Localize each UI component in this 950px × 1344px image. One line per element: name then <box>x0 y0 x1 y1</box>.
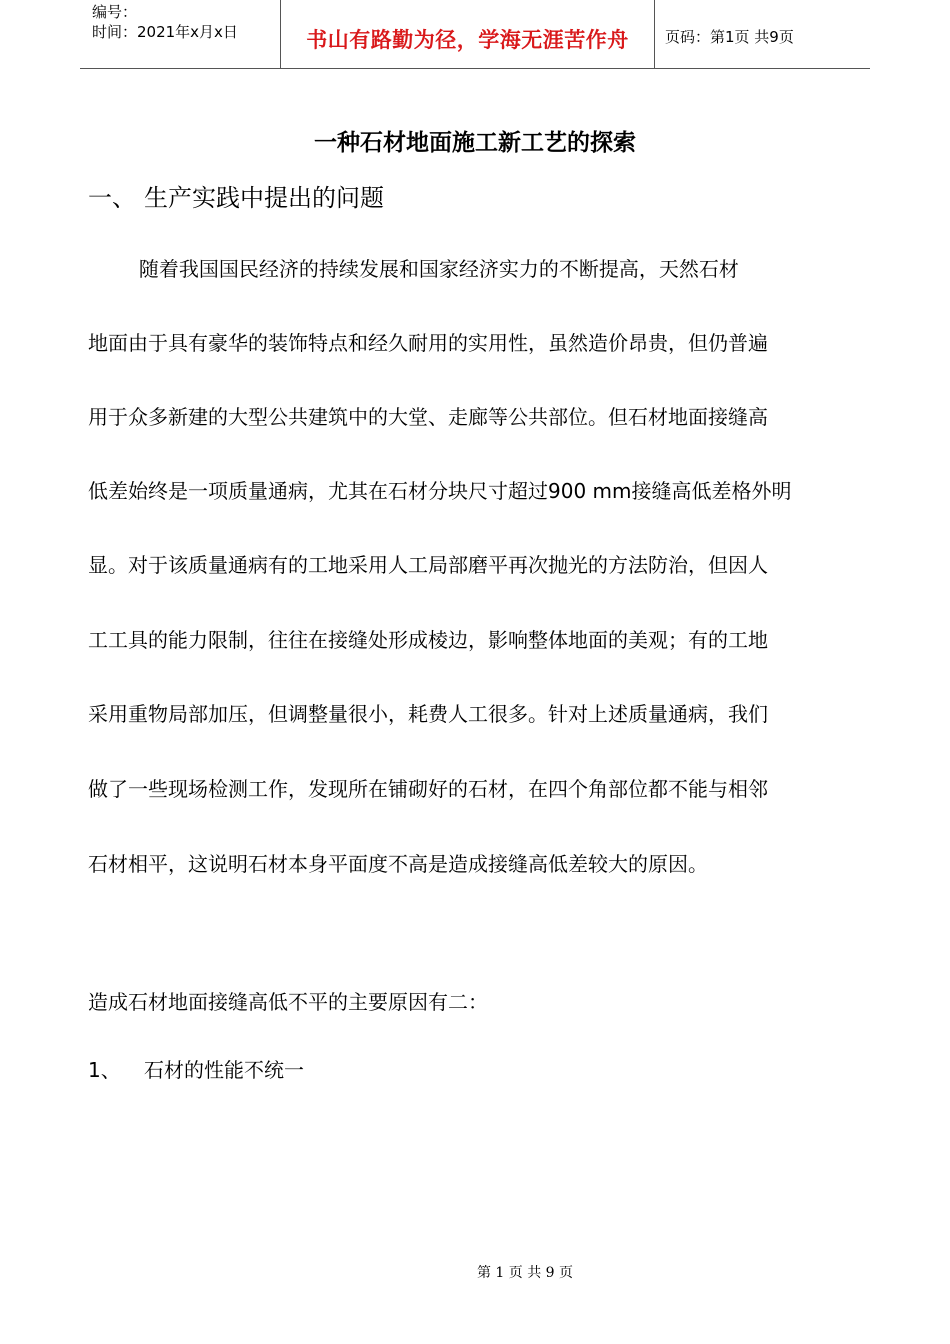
header-motto-cell <box>281 0 655 68</box>
document-number-label: 编号： <box>92 3 138 21</box>
header-page-cell <box>655 0 870 68</box>
page-footer: 第 1 页 共 9 页 <box>476 1265 574 1281</box>
paragraph-line: 采用重物局部加压，但调整量很小，耗费人工很多。针对上述质量通病，我们 <box>88 702 768 726</box>
paragraph-line: 做了一些现场检测工作，发现所在铺砌好的石材，在四个角部位都不能与相邻 <box>88 777 768 801</box>
paragraph-line: 石材相平，这说明石材本身平面度不高是造成接缝高低差较大的原因。 <box>88 852 708 876</box>
section-title: 生产实践中提出的问题 <box>144 184 384 212</box>
paragraph-line: 随着我国国民经济的持续发展和国家经济实力的不断提高，天然石材 <box>88 257 739 281</box>
document-time-label: 时间：2021年x月x日 <box>92 23 238 41</box>
paragraph-line: 工工具的能力限制，往往在接缝处形成棱边，影响整体地面的美观；有的工地 <box>88 628 768 652</box>
causes-intro: 造成石材地面接缝高低不平的主要原因有二： <box>88 990 488 1014</box>
section-heading <box>88 178 384 213</box>
cause-item <box>88 1054 858 1083</box>
document-title: 一种石材地面施工新工艺的探索 <box>314 130 636 156</box>
paragraph-line: 低差始终是一项质量通病，尤其在石材分块尺寸超过900 mm接缝高低差格外明 <box>88 479 792 503</box>
cause-number: 1、 <box>88 1058 121 1082</box>
paragraph-line: 地面由于具有豪华的装饰特点和经久耐用的实用性，虽然造价昂贵，但仍普遍 <box>88 331 768 355</box>
paragraph-line: 显。对于该质量通病有的工地采用人工局部磨平再次抛光的方法防治，但因人 <box>88 553 768 577</box>
motto-text: 书山有路勤为径，学海无涯苦作舟 <box>306 28 629 52</box>
header-meta-cell <box>80 0 281 68</box>
page-header <box>80 0 870 69</box>
section-number: 一、 <box>88 184 136 212</box>
header-page-info: 页码：第1页 共9页 <box>665 28 794 46</box>
cause-text: 石材的性能不统一 <box>144 1058 304 1082</box>
paragraph-line: 用于众多新建的大型公共建筑中的大堂、走廊等公共部位。但石材地面接缝高 <box>88 405 768 429</box>
